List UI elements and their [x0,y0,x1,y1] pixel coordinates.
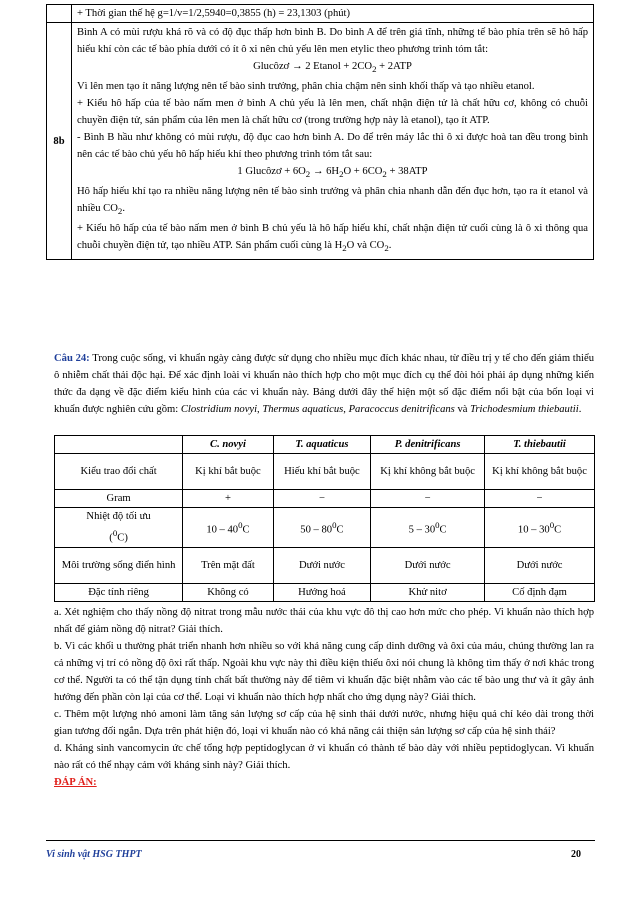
table-cell: Trên mặt đất [183,547,274,583]
fermentation-energy-paragraph: Vì lên men tạo ít năng lượng nên tế bào sinh trưởng, phân chia chậm nên sinh khối thấp và tạo nhiều etanol. [77,81,535,93]
table-cell-empty [47,5,72,23]
page-footer [46,840,595,863]
table-cell: $10 - 30^0C$ [485,508,595,548]
table-cell: Hướng hoá [273,583,370,601]
subquestion-a: a. Xét nghiệm cho thấy nồng độ nitrat trong mẫu nước thải của khu vực đô thị cao hơn mức cho phép. Vi khuẩn nào thích hợp nhất để giảm nồng độ nitrat? Giải thích. [54,607,594,635]
table-cell: + [183,490,274,508]
table-header-cell: T. aquaticus [273,436,370,454]
species-thermus: Thermus aquaticus [262,404,344,415]
table-cell: − [371,490,485,508]
table-cell: Không có [183,583,274,601]
table-cell: Kị khí không bắt buộc [485,454,595,490]
table-header-row [55,436,595,454]
table-cell: $50 - 80^0C$ [273,508,370,548]
question-label: Câu 24: [54,353,90,364]
table-cell: Dưới nước [273,547,370,583]
row-label-8b: 8b [47,23,72,260]
subquestions [54,604,594,791]
footer-title: Vi sinh vật HSG THPT [46,849,142,860]
table-cell: Cố định đạm [485,583,595,601]
table-cell: Dưới nước [371,547,485,583]
table-cell: Khử nitơ [371,583,485,601]
table-header-cell: C. novyi [183,436,274,454]
bacteria-traits-table [54,435,595,602]
table-cell: Kị khí không bắt buộc [371,454,485,490]
equation-fermentation: Glucôzơ → 2 Etanol + $2CO_2 + 2ATP$ [253,61,412,75]
answer-8b-content [72,23,594,260]
aerobic-energy-paragraph: Hô hấp hiếu khí tạo ra nhiều năng lượng nên tế bào sinh trưởng và phân chia nhanh dẫn đến đục hơn, tạo ra ít etanol và nhiều $CO_2$. [77,186,588,217]
bottle-b-respiration-paragraph: + Kiểu hô hấp của tế bào nấm men ở bình B chủ yếu là hô hấp hiếu khí, chất nhận điện tử cuối cùng là ô xi thông qua chuỗi chuyền điện tử, tạo nhiều ATP. Sản phẩm cuối cùng là $H_2O$ và $CO_2$. [77,223,588,254]
table-cell: − [485,490,595,508]
row-label-temperature: Nhiệt độ tối ưu ($^0$C) [55,508,183,548]
row-label-special: Đặc tính riêng [55,583,183,601]
bottle-a-paragraph: Bình A có mùi rượu khá rõ và có độ đục thấp hơn bình B. Do bình A để trên giá tĩnh, những tế bào phía trên sẽ hô hấp hiếu khí còn các tế bào phía dưới có ít ô xi nên chủ yếu lên men etylic theo phương trình tóm tắt: [77,27,588,55]
species-clostridium: Clostridium novyi [180,404,258,415]
table-cell: Dưới nước [485,547,595,583]
subquestion-c: c. Thêm một lượng nhỏ amoni làm tăng sản lượng sơ cấp của hệ sinh thái dưới nước, nhưng hiệu quả chỉ kéo dài trong thời gian tương đối ngắn. Dựa trên phát hiện đó, loại vi khuẩn nào có khả năng cải thiện sản lượng sơ cấp của hệ sinh thái? [54,709,594,737]
bottle-a-respiration-paragraph: + Kiểu hô hấp của tế bào nấm men ở bình A chủ yếu là lên men, chất nhận điện tử là chất hữu cơ, không có chuỗi chuyền điện tử, sản phẩm của lên men là chất hữu cơ (trong trường hợp này là etanol), tạo ít ATP. [77,98,588,127]
subquestion-d: d. Kháng sinh vancomycin ức chế tổng hợp peptidoglycan ở vi khuẩn có thành tế bào dày với nhiều peptidoglycan. Vi khuẩn nào rất có thể nhạy cảm với kháng sinh này? Giải thích. [54,743,594,771]
table-header-cell: T. thiebautii [485,436,595,454]
table-cell: − [273,490,370,508]
answer-table-8b [46,4,594,260]
table-row [55,490,595,508]
table-row [55,583,595,601]
table-header-empty [55,436,183,454]
species-trichodesmium: Trichodesmium thiebautii [470,404,579,415]
species-paracoccus: Paracoccus denitrificans [348,404,455,415]
table-header-cell: P. denitrificans [371,436,485,454]
equation-aerobic: 1 Glucôzơ + $6O_2 \to 6H_2O + 6CO_2 + 38ATP$ [237,166,428,180]
answer-heading: ĐÁP ÁN: [54,777,97,788]
table-cell: $10 - 40^0C$ [183,508,274,548]
row-label-gram: Gram [55,490,183,508]
table-row [55,547,595,583]
row-label-habitat: Môi trường sống điển hình [55,547,183,583]
table-cell: Hiếu khí bắt buộc [273,454,370,490]
question-24: Câu 24: Trong cuộc sống, vi khuẩn ngày càng được sử dụng cho nhiều mục đích khác nhau, từ điều trị y tế cho đến giảm thiểu ô nhiễm chất thải độc hại. Để xác định loài vi khuẩn nào thích hợp cho một mục đích cụ thể đòi hỏi phải áp dụng những kiến thức đa dạng về đặc điểm kiểu hình của các vi khuẩn này. Bảng dưới đây thể hiện một số đặc điểm nổi bật của bốn loại vi khuẩn được nghiên cứu gồm: Clostridium novyi, Thermus aquaticus, Paracoccus denitrificans và Trichodesmium thiebautii. [54,353,594,415]
table-cell: Kị khí bắt buộc [183,454,274,490]
subquestion-b: b. Vì các khối u thường phát triển nhanh hơn nhiều so với khả năng cung cấp dinh dưỡng và ôxi của máu, chúng thường lan ra cả những vị trí có nồng độ ôxi rất thấp. Ngoài khu vực này thì điều kiện thiếu ôxi nói chung là không tìm thấy ở nơi khác trong cơ thể. Người ta có thể tận dụng tính chất bất thường này để tiêm vi khuẩn đặc biệt nhằm vào các tế bào ung thư và ít gây ảnh hưởng đến phần còn lại của cơ thể. Loại vi khuẩn nào thích hợp nhất cho ứng dụng này? Giải thích. [54,641,594,703]
table-row [55,454,595,490]
table-cell: $5 - 30^0C$ [371,508,485,548]
table-row [55,508,595,548]
row-label-metabolism: Kiểu trao đổi chất [55,454,183,490]
page-number: 20 [571,849,581,860]
generation-time-row: + Thời gian thế hệ g=1/v=1/2,5940=0,3855 (h) = 23,1303 (phút) [72,5,594,23]
bottle-b-paragraph: - Bình B hầu như không có mùi rượu, độ đục cao hơn bình A. Do để trên máy lắc thì ô xi được hoà tan đều trong bình nên các tế bào chủ yếu hô hấp hiếu khí theo phương trình tóm tắt sau: [77,132,588,161]
